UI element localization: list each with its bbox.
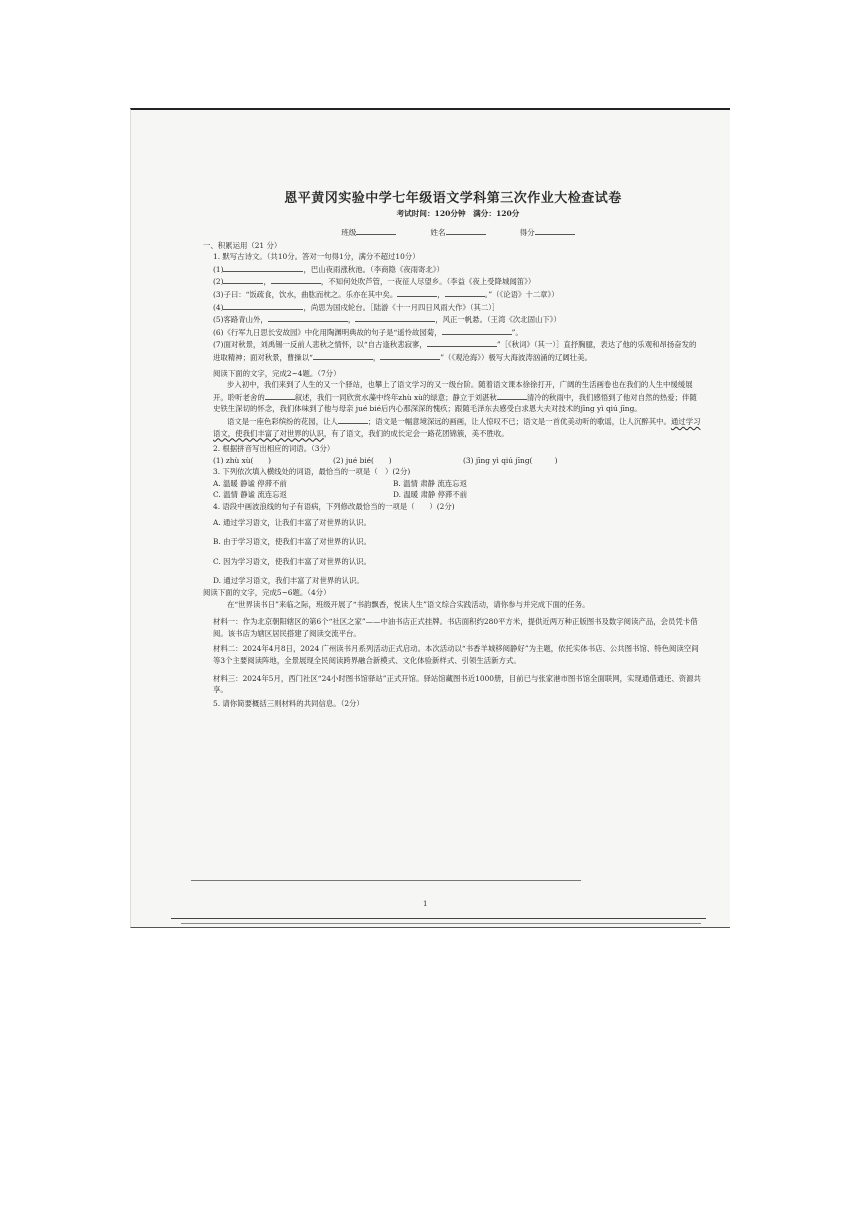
question-3-stem: 3. 下列依次填入横线处的词语，最恰当的一项是（ ）(2分) [213,467,411,477]
passage-text: 步入初中，我们来到了人生的又一个驿站，也攀上了语文学习的又一级台阶。随着语文课本徐徐打开，广阔的生活画卷也在我们的人生中缓缓展开。聆听老舍的 [213,380,693,402]
poem-source: 。”（《论语》十二章》） [484,289,559,299]
option-b[interactable]: B. 温情 肃静 流连忘返 [393,478,467,488]
answer-blank[interactable] [313,351,373,360]
exam-info: 考试时间：120分钟 满分：120分 [396,209,520,218]
section-heading: 一、积累运用（21 分） [203,240,282,250]
question-2-items [213,455,703,467]
option-a[interactable]: A. 通过学习语文，让我们丰富了对世界的认识。 [213,517,371,527]
poem-line: (6)《行军九日思长安故园》中化用陶渊明典故的句子是“遥怜故园菊， [213,327,442,337]
passage-text: ，有了语文，我们的成长定会一路花团锦簇，美不胜收。 [323,428,509,438]
student-info-row [213,226,703,239]
question-3-options-row1 [213,478,703,490]
poem-line: ，不知何处吹芦管，一夜征人尽望乡。（李益《夜上受降城闻笛》） [320,277,536,287]
item-number: (4) [213,302,224,312]
poem-line: ”（《观沧海》）极写大海波涛汹涌的辽阔壮美。 [440,352,592,362]
pinyin-item[interactable]: (2) jué bié( ) [333,455,392,465]
answer-blank[interactable] [223,301,303,310]
answer-blank[interactable] [338,415,368,424]
option-a[interactable]: A. 温暖 静谧 停滞不前 [213,478,287,488]
item-number: (2) [213,277,224,287]
question-1-stem: 1. 默写古诗文。（共10分。答对一句得1分，满分不超过10分） [213,252,420,262]
passage-text: ；语文是一幅意境深远的画画，让人惊叹不已；语文是一首优美动听的歌谣，让人沉醉其中。 [367,416,671,426]
answer-blank[interactable] [380,351,440,360]
poem-line: ”［《秋词》（其一）］直抒胸臆，表达了他的乐观和昂扬奋发的进取精神；面对秋景，曹操以“ [213,340,697,362]
answer-blank[interactable] [445,288,485,297]
page-title: 恩平黄冈实验中学七年级语文学科第三次作业大检查试卷 [284,191,622,206]
poem-line: (7)面对秋景，刘禹锡一反前人悲秋之情怀，以“自古逢秋悲寂寥， [213,340,427,350]
option-d[interactable]: D. 通过学习语文，我们丰富了对世界的认识。 [213,576,364,586]
reading-2-intro: 阅读下面的文字，完成5~6题。（4分） [203,588,331,598]
passage-text: 叙述，我们一同欣赏水藻中终年zhù xù的绿意；静立于刘湛秋 [294,392,497,402]
poem-line: (5)客路青山外， [213,315,268,325]
option-b[interactable]: B. 由于学习语文，使我们丰富了对世界的认识。 [213,537,371,547]
question-1-1 [213,263,703,276]
answer-blank[interactable] [442,326,512,335]
question-4-stem: 4. 语段中画波浪线的句子有语病，下列修改最恰当的一项是（ ）(2分) [213,502,455,512]
poem-line: ，巴山夜雨涨秋池。（李商隐《夜雨寄北》） [303,264,444,274]
footer-rule [171,918,706,919]
answer-blank[interactable] [271,275,321,284]
question-5-stem: 5. 请你简要概括三则材料的共同信息。（2分） [213,698,364,708]
option-d[interactable]: D. 温暖 肃静 停滞不前 [393,490,468,500]
name-label: 姓名 [430,228,446,237]
exam-paper [130,108,730,928]
poem-line: ，风正一帆悬。（王湾《次北固山下》） [435,315,561,325]
answer-blank[interactable] [265,391,295,400]
reading-1-intro: 阅读下面的文字，完成2~4题。（7分） [213,368,341,378]
class-label: 班级 [341,228,357,237]
reading-1-paragraph-2 [213,415,703,439]
question-1-2: (2) ， ，不知何处吹芦管，一夜征人尽望乡。（李益《夜上受降城闻笛》） [213,277,536,287]
question-1-7: (7)面对秋景，刘禹锡一反前人悲秋之情怀，以“自古逢秋悲寂寥， ”［《秋词》（其一）］直抒胸臆，表达了他的乐观和昂扬奋发的进取精神；面对秋景，曹操以“ ， ”（《观沧海》）极写大海波涛汹涌的辽阔壮美。 [213,340,697,362]
material-3: 材料三：2024年5月，西门社区“24小时图书馆驿站”正式开馆。驿站馆藏图书近1000册，目前已与张家港市图书馆全面联网，实现通借通还、资源共享。 [213,673,701,695]
name-field[interactable] [430,226,485,239]
pinyin-item[interactable]: (3) jīng yì qiú jīng( ) [463,455,558,465]
answer-blank[interactable] [427,338,497,347]
poem-line: (3)子曰：“饭疏食，饮水，曲肱而枕之。乐亦在其中矣。 [213,289,398,299]
question-2-stem: 2. 根据拼音写出相应的词语。（3分） [213,444,335,454]
question-1-3: (3)子曰：“饭疏食，饮水，曲肱而枕之。乐亦在其中矣。 ， 。”（《论语》十二章》） [213,289,559,299]
score-label: 得分 [519,228,535,237]
page-number: 1 [423,900,428,908]
reading-2-paragraph: 在“世界读书日”来临之际，班级开展了“书韵飘香，悦读人生”语文综合实践活动，请你参与并完成下面的任务。 [227,599,590,609]
class-blank[interactable] [356,226,396,235]
wavy-underlined-sentence: 通过学习语文，使我们丰富了对世界的认识 [213,416,701,438]
question-1-5: (5)客路青山外， ， ，风正一帆悬。（王湾《次北固山下》） [213,315,561,325]
poem-line: ”。 [511,327,523,337]
question-3-options-row2 [213,489,703,501]
answer-blank[interactable] [268,313,348,322]
passage-text: 语文是一座色彩缤纷的花园，让人 [227,416,338,426]
material-2: 材料二：2024年4月8日，2024 广州读书月系列活动正式启动。本次活动以“书香羊城移阅静好”为主题，依托实体书店、公共图书馆、特色阅读空间等3个主要阅读阵地，全景展现全民阅读跨界融合新模式、文化体验新样式、引领生活新方式。 [213,644,699,665]
pinyin-item[interactable]: (1) zhù xù( ) [213,455,272,465]
question-1-6 [213,326,703,339]
item-number: (1) [213,264,224,274]
material-1: 材料一：作为北京朝阳辖区的第6个“社区之家”——中油书店正式挂牌。书店面积约280平方米，提供近两万种正版图书及数字阅读产品，会员凭卡借阅。该书店为辖区居民搭建了阅读交流平台。 [213,617,698,638]
answer-blank[interactable] [223,263,303,272]
question-1-4 [213,301,703,314]
option-c[interactable]: C. 因为学习语文，使我们丰富了对世界的认识。 [213,556,371,566]
score-blank[interactable] [535,226,575,235]
class-field[interactable] [341,226,396,239]
footer-rule [181,923,701,924]
name-blank[interactable] [446,226,486,235]
poem-line: ，尚思为国戍轮台。［陆游《十一月四日风雨大作》（其二）］ [303,302,500,312]
reading-1-paragraph-1 [213,379,703,415]
answer-blank[interactable] [355,313,435,322]
answer-blank[interactable] [223,275,263,284]
answer-line[interactable] [191,880,581,881]
score-field[interactable] [520,226,575,239]
answer-blank[interactable] [497,391,527,400]
option-c[interactable]: C. 温情 静谧 流连忘返 [213,490,287,500]
answer-blank[interactable] [397,288,437,297]
paper-content [203,190,703,709]
passage-text: 清冷的秋雨中，我们感悟到了他对自然的热爱；伴随史铁生深切的怀念，我们体味到了他与母亲 jué bié后内心那深深的愧疚；跟随毛泽东去感受白求恩大夫对技术的jīng yì qiú jīng。 [213,392,697,414]
